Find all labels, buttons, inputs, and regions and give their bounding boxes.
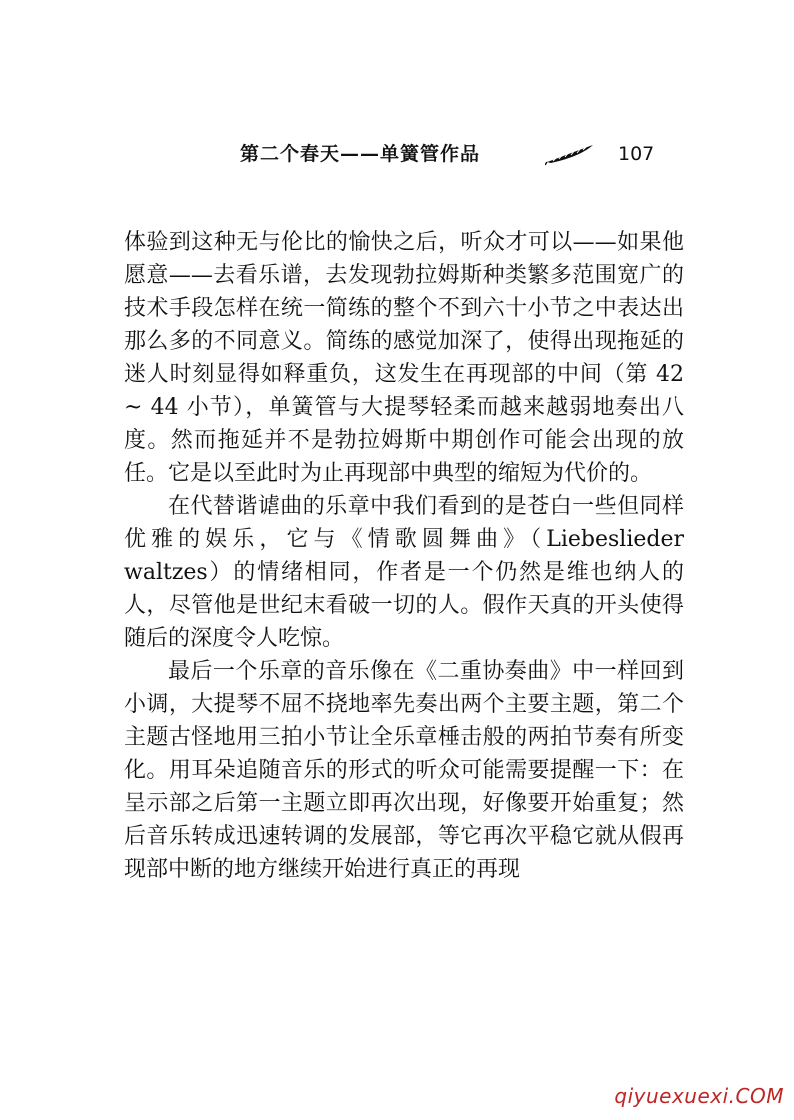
running-header: [240, 140, 660, 170]
feather-quill-icon: [545, 142, 595, 166]
body-text: [124, 226, 684, 886]
paragraph: 体验到这种无与伦比的愉快之后，听众才可以——如果他愿意——去看乐谱，去发现勃拉姆斯种类繁多范围宽广的技术手段怎样在统一简练的整个不到六十小节之中表达出那么多的不同意义。简练的感觉加深了，使得出现拖延的迷人时刻显得如释重负，这发生在再现部的中间（第 42 ~ 44 小节），单簧管与大提琴轻柔而越来越弱地奏出八度。然而拖延并不是勃拉姆斯中期创作可能会出现的放任。它是以至此时为止再现部中典型的缩短为代价的。: [124, 230, 684, 486]
running-header-title: 第二个春天——单簧管作品: [240, 143, 481, 165]
paragraph: 在代替谐谑曲的乐章中我们看到的是苍白一些但同样优雅的娱乐，它与《情歌圆舞曲》（Liebeslieder waltzes）的情绪相同，作者是一个仍然是维也纳人的人，尽管他是世纪末看破一切的人。假作天真的开头使得随后的深度令人吃惊。: [124, 494, 684, 651]
page-number: 107: [618, 143, 655, 165]
paragraph: 最后一个乐章的音乐像在《二重协奏曲》中一样回到小调，大提琴不屈不挠地率先奏出两个主要主题，第二个主题古怪地用三拍小节让全乐章棰击般的两拍节奏有所变化。用耳朵追随音乐的形式的听众可能需要提醒一下：在呈示部之后第一主题立即再次出现，好像要开始重复；然后音乐转成迅速转调的发展部，等它再次平稳它就从假再现部中断的地方继续开始进行真正的再现: [124, 659, 684, 882]
site-watermark: qiyuexuexi.COM: [614, 1084, 784, 1108]
